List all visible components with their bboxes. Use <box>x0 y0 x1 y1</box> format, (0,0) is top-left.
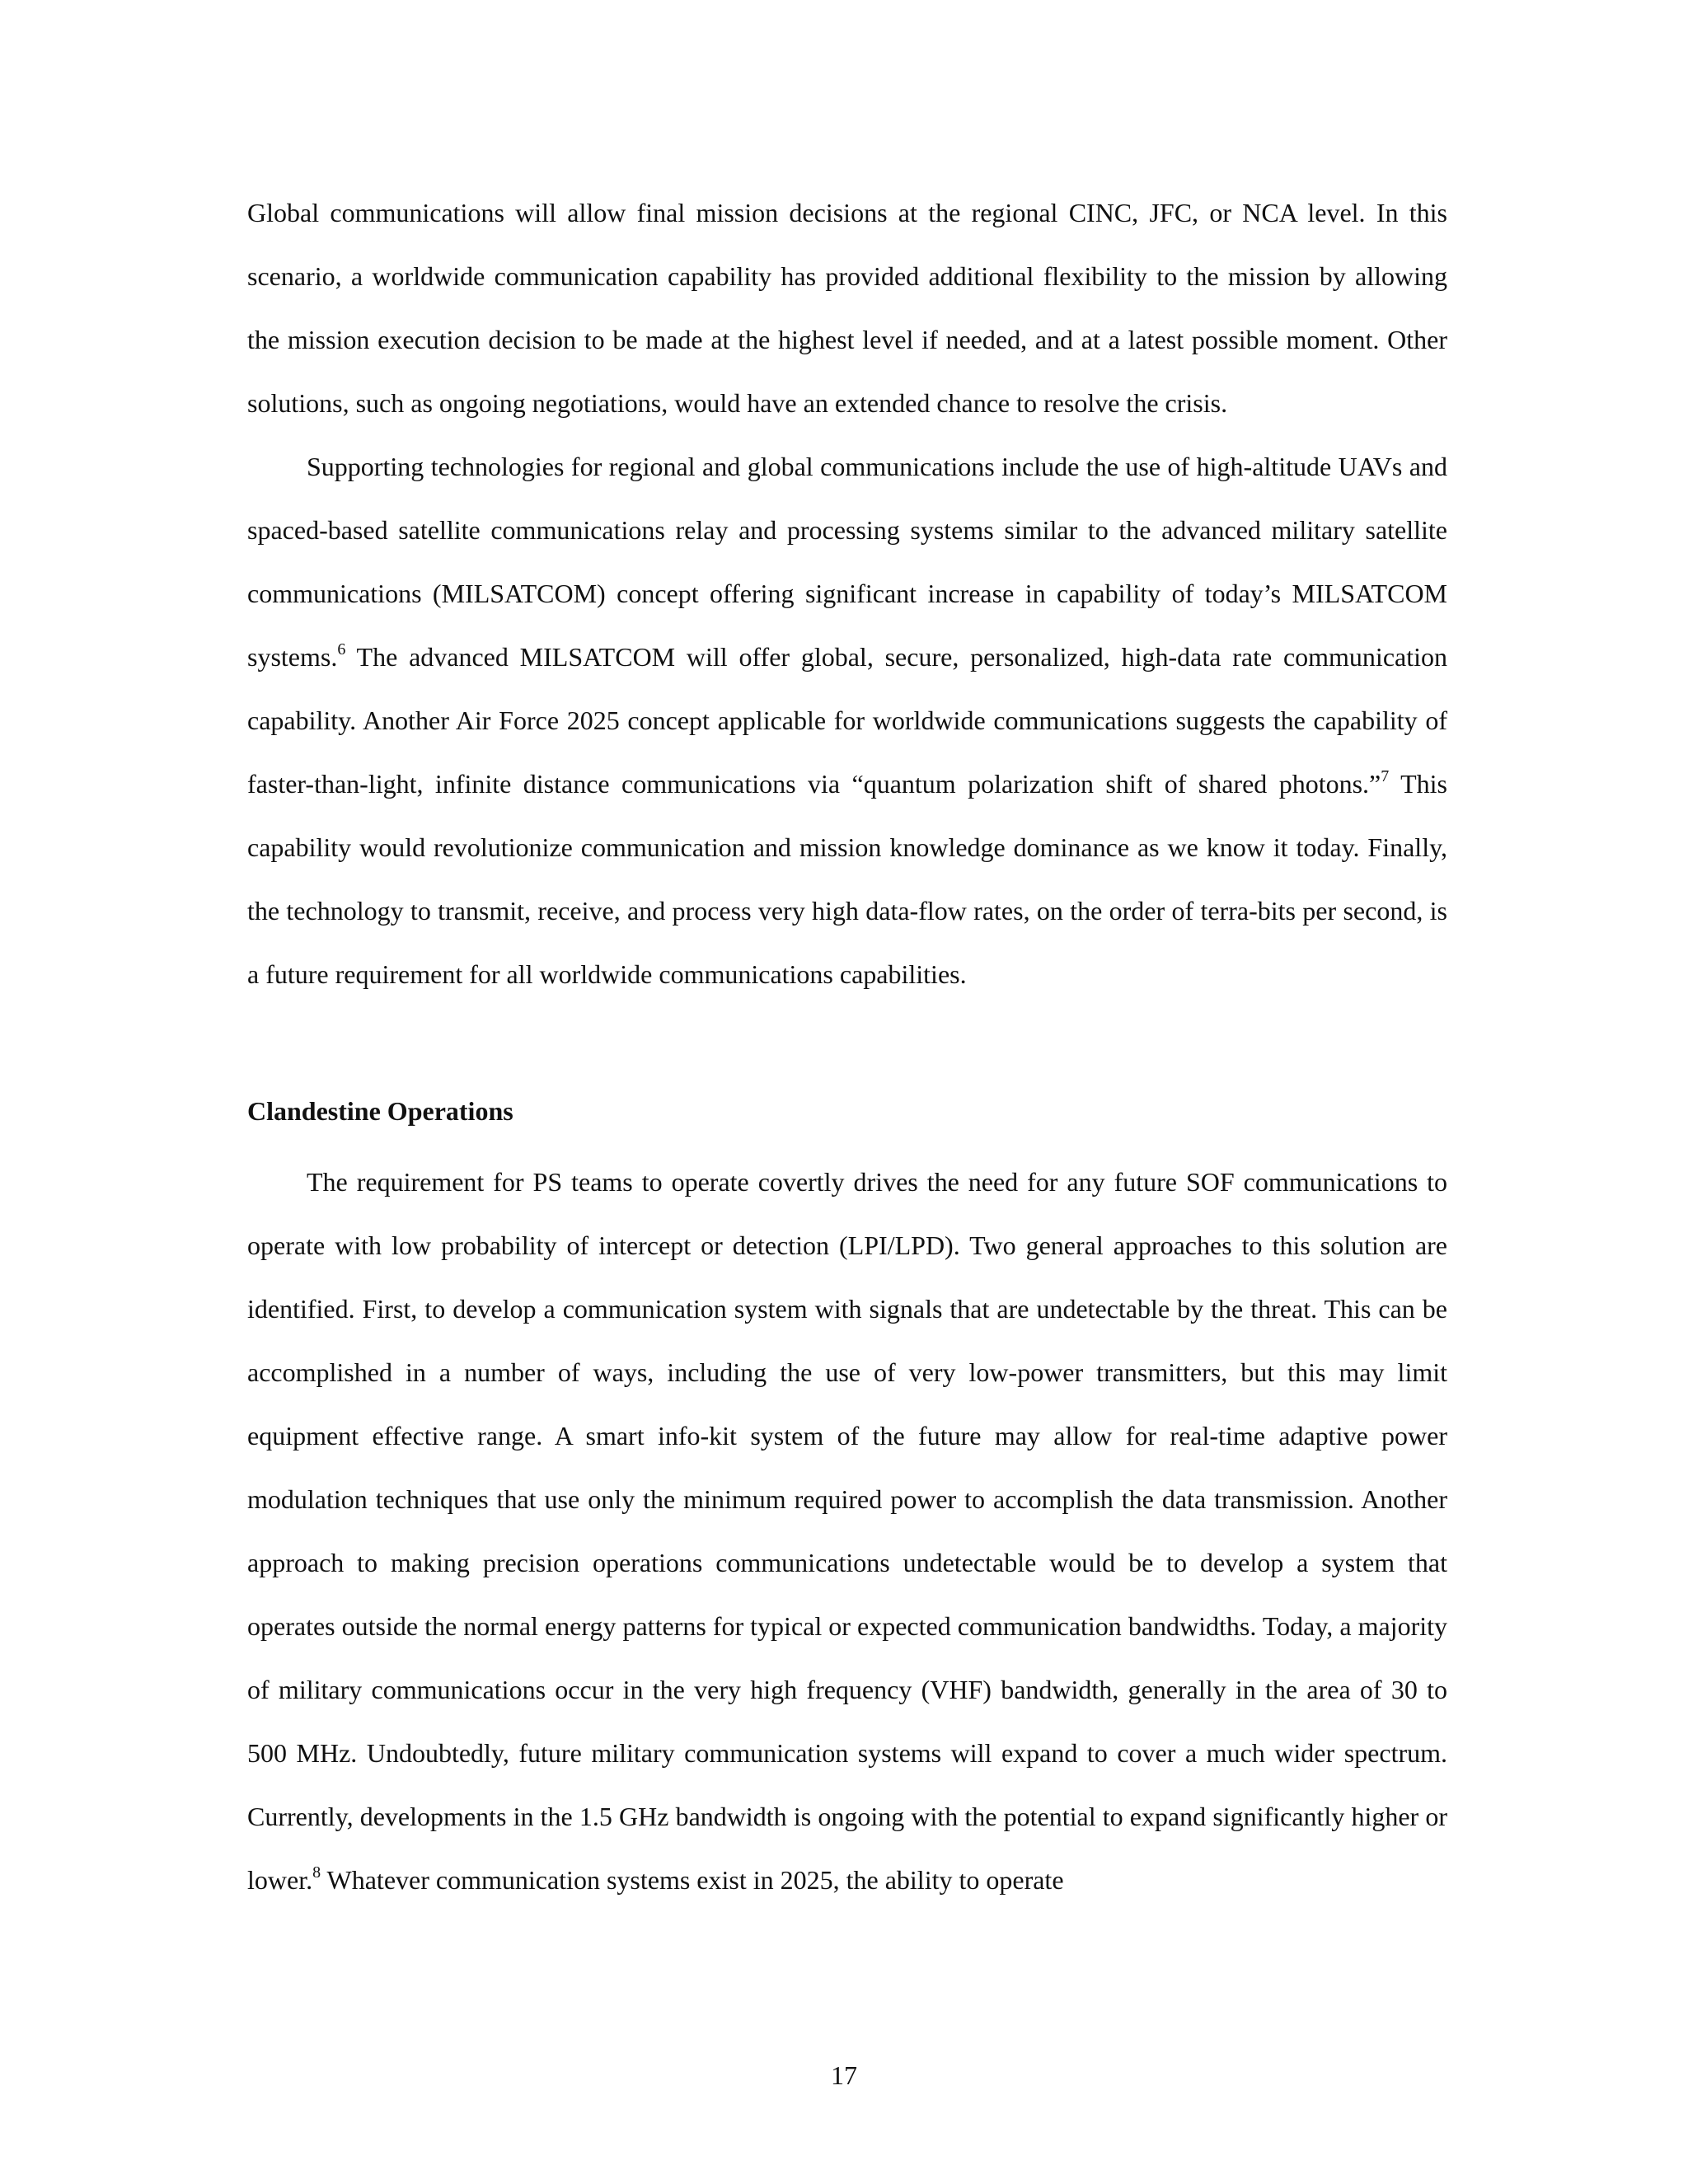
footnote-marker: 6 <box>337 640 346 658</box>
footnote-marker: 7 <box>1381 767 1390 785</box>
paragraph-text: The requirement for PS teams to operate covertly drives the need for any future SOF communications to operate with low probability of intercept or detection (LPI/LPD). Two general approaches to this solution are identified. First, to develop a communication system with signals that are undetectable by the threat. This can be accomplished in a number of ways, including the use of very low-power transmitters, but this may limit equipment effective range. A smart info-kit system of the future may allow for real-time adaptive power modulation techniques that use only the minimum required power to accomplish the data transmission. Another approach to making precision operations communications undetectable would be to develop a system that operates outside the normal energy patterns for typical or expected communication bandwidths. Today, a majority of military communications occur in the very high frequency (VHF) bandwidth, generally in the area of 30 to 500 MHz. Undoubtedly, future military communication systems will expand to cover a much wider spectrum. Currently, developments in the 1.5 GHz bandwidth is ongoing with the potential to expand significantly higher or lower. <box>247 1167 1447 1895</box>
section-heading: Clandestine Operations <box>247 1096 513 1126</box>
section-body-communications <box>247 181 1447 1006</box>
paragraph-supporting-technologies <box>247 435 1447 1006</box>
page-number: 17 <box>831 2060 857 2090</box>
paragraph-text: Supporting technologies for regional and global communications include the use of high-altitude UAVs and spaced-based satellite communications relay and processing systems similar to the advanced military satellite communications (MILSATCOM) concept offering significant increase in capability of today’s MILSATCOM systems. <box>247 452 1447 672</box>
paragraph-text: This capability would revolutionize communication and mission knowledge dominance as we know it today. Finally, the technology to transmit, receive, and process very high data-flow rates, on the order of terra-bits per second, is a future requirement for all worldwide communications capabilities. <box>247 769 1448 989</box>
paragraph-text: The advanced MILSATCOM will offer global, secure, personalized, high-data rate communication capability. Another Air Force 2025 concept applicable for worldwide communications suggests the capability of faster-than-light, infinite distance communications via “quantum polarization shift of shared photons.” <box>247 642 1447 799</box>
section-body-clandestine <box>247 1151 1447 1912</box>
footnote-marker: 8 <box>312 1863 321 1882</box>
paragraph-clandestine-operations <box>247 1151 1447 1912</box>
paragraph-global-communications: Global communications will allow final mission decisions at the regional CINC, JFC, or NCA level. In this scenario, a worldwide communication capability has provided additional flexibility to the mission by allowing the mission execution decision to be made at the highest level if needed, and at a latest possible moment. Other solutions, such as ongoing negotiations, would have an extended chance to resolve the crisis. <box>247 198 1447 418</box>
paragraph-text: Whatever communication systems exist in 2025, the ability to operate <box>321 1865 1064 1895</box>
